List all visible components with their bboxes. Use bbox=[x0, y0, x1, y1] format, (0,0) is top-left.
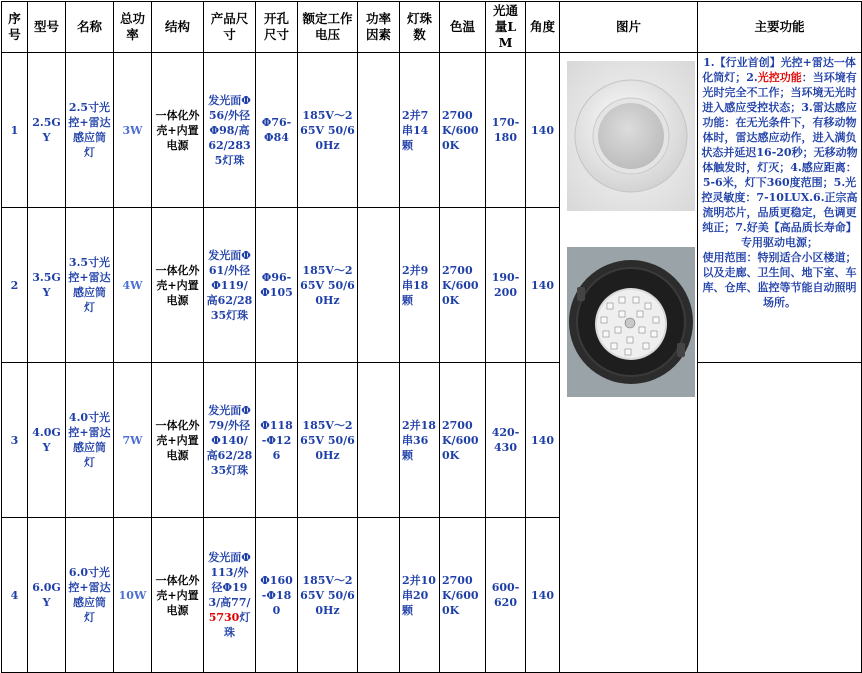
cell-leds: 2并10串20颗 bbox=[400, 518, 440, 673]
header-function: 主要功能 bbox=[698, 2, 862, 53]
downlight-back-photo bbox=[567, 247, 695, 397]
function-text-part2: ：当环境有光时完全不工作；当环境无光时进入感应受控状态；3.雷达感应功能：在无光条件下，有移动物体时，雷达感应动作，进入满负状态并延迟16-20秒；无移动物体触发时，灯灭；4.感应距离：5-6米，灯下360度范围；5.光控灵敏度：7-10LUX.6.正宗高流明芯片，品质更稳定，色调更纯正；7.好美【高品质长寿命】专用驱动电源； bbox=[701, 71, 858, 249]
header-row bbox=[2, 2, 862, 53]
header-pf: 功率因素 bbox=[358, 2, 400, 53]
header-picture: 图片 bbox=[560, 2, 698, 53]
function-empty-cell bbox=[698, 363, 862, 673]
cell-size: 发光面Φ56/外径Φ98/高62/2835灯珠 bbox=[204, 53, 256, 208]
cell-flux: 170-180 bbox=[486, 53, 526, 208]
cell-structure: 一体化外壳+内置电源 bbox=[152, 363, 204, 518]
header-flux: 光通量LM bbox=[486, 2, 526, 53]
table-row bbox=[2, 363, 862, 518]
cell-leds: 2并9串18颗 bbox=[400, 208, 440, 363]
cell-structure: 一体化外壳+内置电源 bbox=[152, 208, 204, 363]
function-usage: 使用范围：特别适合小区楼道；以及走廊、卫生间、地下室、车库、仓库、监控等节能自动照明场所。 bbox=[702, 251, 857, 309]
cell-cct: 2700K/6000K bbox=[440, 518, 486, 673]
cell-size: 发光面Φ79/外径Φ140/高62/2835灯珠 bbox=[204, 363, 256, 518]
header-name: 名称 bbox=[66, 2, 114, 53]
cell-cct: 2700K/6000K bbox=[440, 208, 486, 363]
cell-name: 4.0寸光控+雷达感应筒灯 bbox=[66, 363, 114, 518]
cell-index: 3 bbox=[2, 363, 28, 518]
cell-cct: 2700K/6000K bbox=[440, 363, 486, 518]
cell-size: 发光面Φ61/外径Φ119/高62/2835灯珠 bbox=[204, 208, 256, 363]
cell-model: 2.5GY bbox=[28, 53, 66, 208]
cell-flux: 190-200 bbox=[486, 208, 526, 363]
size-highlight: 5730 bbox=[208, 611, 240, 624]
cell-voltage: 185V～265V 50/60Hz bbox=[298, 53, 358, 208]
header-voltage: 额定工作电压 bbox=[298, 2, 358, 53]
cell-power: 4W bbox=[114, 208, 152, 363]
cell-cutout: Φ76-Φ84 bbox=[256, 53, 298, 208]
cell-name: 3.5寸光控+雷达感应筒灯 bbox=[66, 208, 114, 363]
cell-voltage: 185V～265V 50/60Hz bbox=[298, 518, 358, 673]
cell-power: 3W bbox=[114, 53, 152, 208]
cell-flux: 420-430 bbox=[486, 363, 526, 518]
cell-name: 6.0寸光控+雷达感应筒灯 bbox=[66, 518, 114, 673]
function-description bbox=[698, 53, 862, 363]
cell-cutout: Φ96-Φ105 bbox=[256, 208, 298, 363]
size-suffix: 灯珠 bbox=[224, 611, 251, 639]
cell-leds: 2并7串14颗 bbox=[400, 53, 440, 208]
cell-structure: 一体化外壳+内置电源 bbox=[152, 53, 204, 208]
header-model: 型号 bbox=[28, 2, 66, 53]
cell-cct: 2700K/6000K bbox=[440, 53, 486, 208]
cell-cutout: Φ118-Φ126 bbox=[256, 363, 298, 518]
cell-power: 10W bbox=[114, 518, 152, 673]
cell-pf bbox=[358, 518, 400, 673]
cell-size bbox=[204, 518, 256, 673]
cell-cutout: Φ160-Φ180 bbox=[256, 518, 298, 673]
function-highlight: 光控功能 bbox=[757, 71, 802, 84]
cell-flux: 600-620 bbox=[486, 518, 526, 673]
cell-power: 7W bbox=[114, 363, 152, 518]
cell-pf bbox=[358, 53, 400, 208]
header-leds: 灯珠数 bbox=[400, 2, 440, 53]
header-power: 总功率 bbox=[114, 2, 152, 53]
spec-table bbox=[1, 1, 862, 673]
cell-leds: 2并18串36颗 bbox=[400, 363, 440, 518]
header-cutout: 开孔尺寸 bbox=[256, 2, 298, 53]
cell-angle: 140 bbox=[526, 518, 560, 673]
header-cct: 色温 bbox=[440, 2, 486, 53]
header-angle: 角度 bbox=[526, 2, 560, 53]
cell-voltage: 185V～265V 50/60Hz bbox=[298, 363, 358, 518]
function-text-part1: 1.【行业首创】光控+雷达一体化筒灯；2. bbox=[702, 56, 856, 84]
cell-angle: 140 bbox=[526, 53, 560, 208]
downlight-front-photo bbox=[567, 61, 695, 211]
cell-index: 4 bbox=[2, 518, 28, 673]
cell-voltage: 185V～265V 50/60Hz bbox=[298, 208, 358, 363]
cell-name: 2.5寸光控+雷达感应筒灯 bbox=[66, 53, 114, 208]
cell-index: 1 bbox=[2, 53, 28, 208]
cell-structure: 一体化外壳+内置电源 bbox=[152, 518, 204, 673]
cell-model: 4.0GY bbox=[28, 363, 66, 518]
cell-angle: 140 bbox=[526, 208, 560, 363]
picture-cell bbox=[560, 53, 698, 673]
cell-angle: 140 bbox=[526, 363, 560, 518]
header-structure: 结构 bbox=[152, 2, 204, 53]
cell-model: 3.5GY bbox=[28, 208, 66, 363]
cell-pf bbox=[358, 208, 400, 363]
table-row bbox=[2, 53, 862, 208]
header-size: 产品尺寸 bbox=[204, 2, 256, 53]
cell-index: 2 bbox=[2, 208, 28, 363]
cell-pf bbox=[358, 363, 400, 518]
cell-model: 6.0GY bbox=[28, 518, 66, 673]
size-text: 发光面Φ113/外径Φ193/高77/ bbox=[208, 551, 251, 609]
header-index: 序号 bbox=[2, 2, 28, 53]
